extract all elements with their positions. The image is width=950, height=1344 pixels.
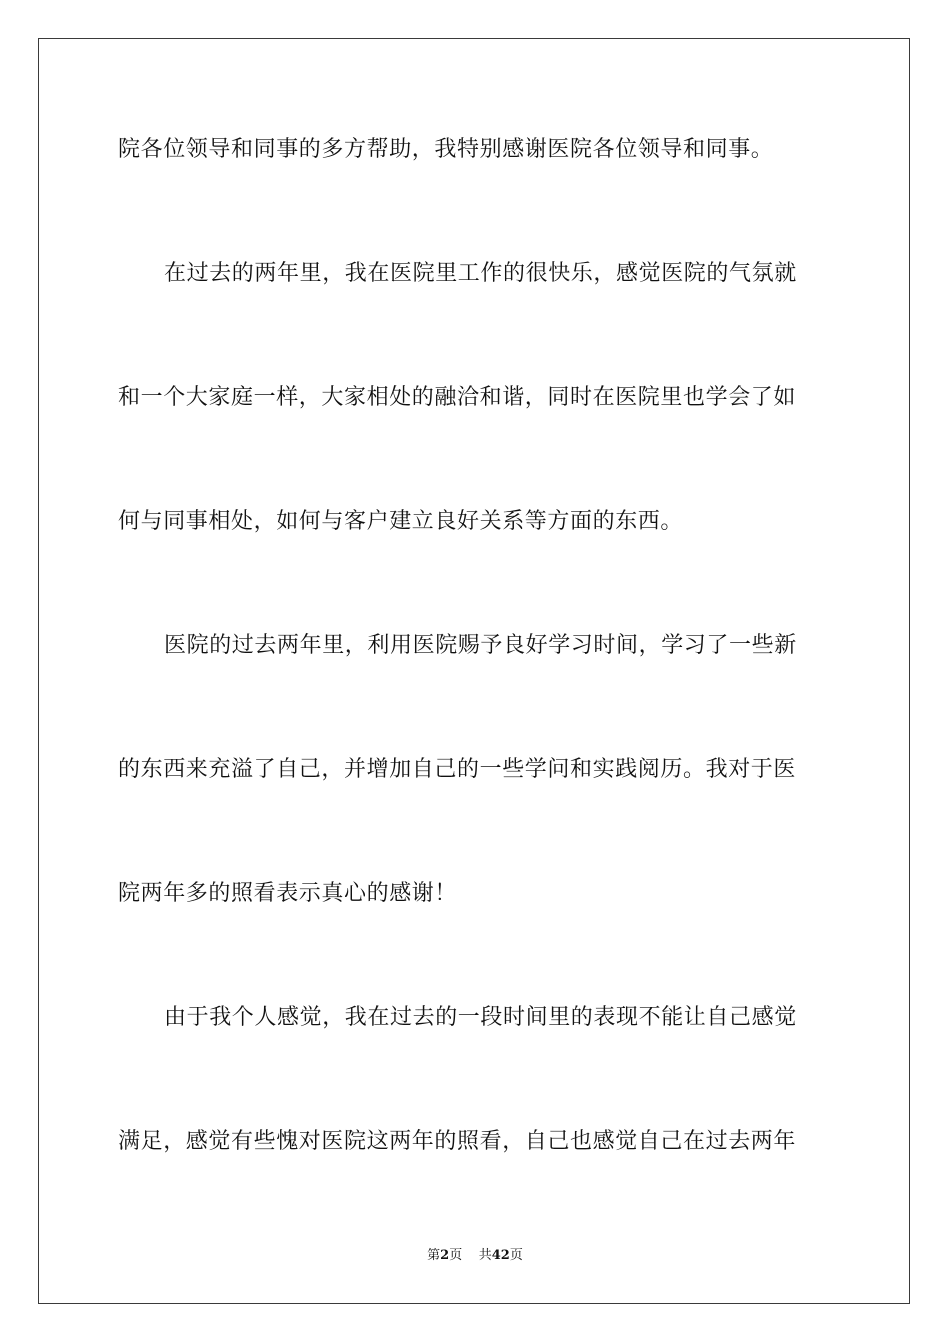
text-line-9: 满足，感觉有些愧对医院这两年的照看，自己也感觉自己在过去两年 [118, 1129, 797, 1154]
text-line-1: 院各位领导和同事的多方帮助，我特别感谢医院各位领导和同事。 [118, 137, 774, 162]
total-suffix: 页 [509, 1248, 523, 1263]
page-footer [0, 1247, 950, 1265]
text-line-7: 院两年多的照看表示真心的感谢！ [118, 881, 458, 906]
text-line-4: 何与同事相处，如何与客户建立良好关系等方面的东西。 [118, 509, 684, 534]
total-prefix: 共 [478, 1248, 492, 1263]
text-line-6: 的东西来充溢了自己，并增加自己的一些学问和实践阅历。我对于医 [118, 757, 797, 782]
page-suffix: 页 [449, 1248, 463, 1263]
page-border [38, 38, 910, 1304]
total-pages: 42 [491, 1248, 510, 1263]
paragraph-start-line: 医院的过去两年里，利用医院赐予良好学习时间，学习了一些新 [164, 633, 797, 658]
paragraph-start-line: 在过去的两年里，我在医院里工作的很快乐，感觉医院的气氛就 [164, 261, 797, 286]
text-line-3: 和一个大家庭一样，大家相处的融洽和谐，同时在医院里也学会了如 [118, 385, 797, 410]
page-number: 2 [440, 1248, 450, 1263]
paragraph-start-line: 由于我个人感觉，我在过去的一段时间里的表现不能让自己感觉 [164, 1005, 797, 1030]
page-prefix: 第 [427, 1248, 441, 1263]
